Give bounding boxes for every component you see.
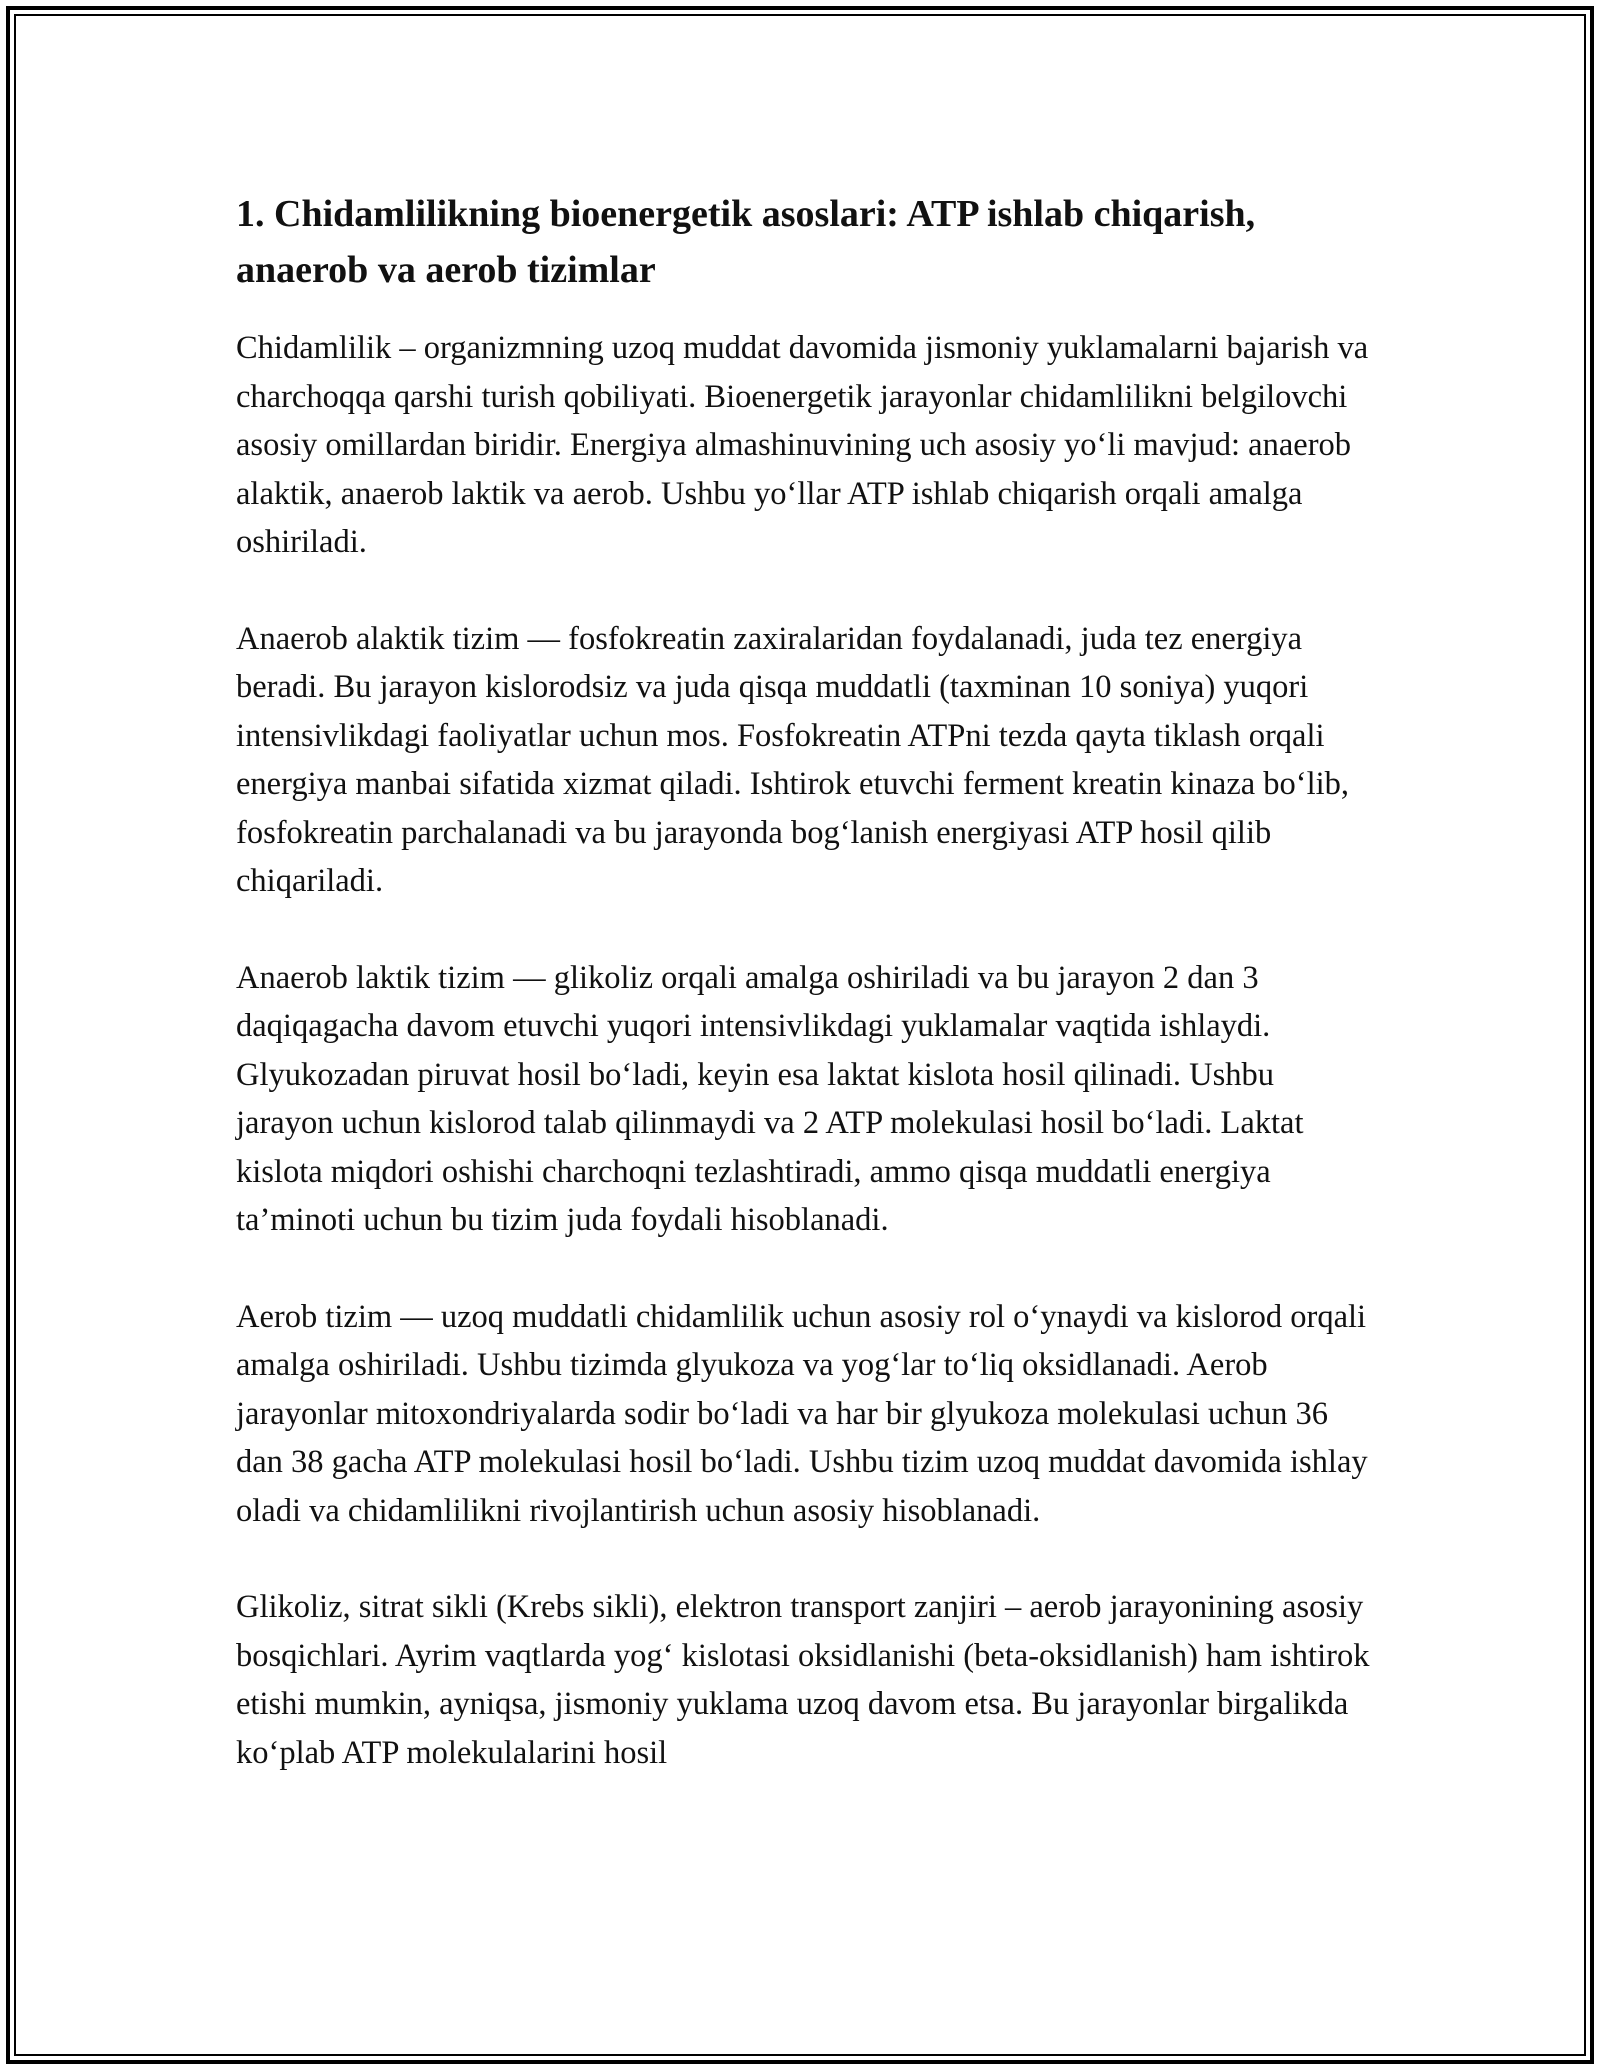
paragraph-aerobic-stages: Glikoliz, sitrat sikli (Krebs sikli), elektron transport zanjiri – aerob jarayonining asosiy bosqichlari. Ayrim vaqtlarda yog‘ kislotasi oksidlanishi (beta-oksidlanish) ham ishtirok etishi mumkin, ayniqsa, jismoniy yuklama uzoq davom etsa. Bu jarayonlar birgalikda ko‘plab ATP molekulalarini hosil <box>236 1589 1370 1771</box>
paragraph-anaerobic-lactic: Anaerob laktik tizim — glikoliz orqali amalga oshiriladi va bu jarayon 2 dan 3 daqiqagacha davom etuvchi yuqori intensivlikdagi yuklamalar vaqtida ishlaydi. Glyukozadan piruvat hosil bo‘ladi, keyin esa laktat kislota hosil qilinadi. Ushbu jarayon uchun kislorod talab qilinmaydi va 2 ATP molekulasi hosil bo‘ladi. Laktat kislota miqdori oshishi charchoqni tezlashtiradi, ammo qisqa muddatli energiya ta’minoti uchun bu tizim juda foydali hisoblanadi. <box>236 959 1304 1238</box>
paragraph-aerobic: Aerob tizim — uzoq muddatli chidamlilik uchun asosiy rol o‘ynaydi va kislorod orqali amalga oshiriladi. Ushbu tizimda glyukoza va yog‘lar to‘liq oksidlanadi. Aerob jarayonlar mitoxondriyalarda sodir bo‘ladi va har bir glyukoza molekulasi uchun 36 dan 38 gacha ATP molekulasi hosil bo‘ladi. Ushbu tizim uzoq muddat davomida ishlay oladi va chidamlilikni rivojlantirish uchun asosiy hisoblanadi. <box>236 1298 1368 1529</box>
section-heading: 1. Chidamlilikning bioenergetik asoslari: ATP ishlab chiqarish, anaerob va aerob tizimlar <box>236 193 1256 291</box>
paragraph-anaerobic-alactic: Anaerob alaktik tizim — fosfokreatin zaxiralaridan foydalanadi, juda tez energiya beradi. Bu jarayon kislorodsiz va juda qisqa muddatli (taxminan 10 soniya) yuqori intensivlikdagi faoliyatlar uchun mos. Fosfokreatin ATPni tezda qayta tiklash orqali energiya manbai sifatida xizmat qiladi. Ishtirok etuvchi ferment kreatin kinaza bo‘lib, fosfokreatin parchalanadi va bu jarayonda bog‘lanish energiyasi ATP hosil qilib chiqariladi. <box>236 620 1350 899</box>
document-body <box>236 186 1376 1825</box>
paragraph-intro: Chidamlilik – organizmning uzoq muddat davomida jismoniy yuklamalarni bajarish va charchoqqa qarshi turish qobiliyati. Bioenergetik jarayonlar chidamlilikni belgilovchi asosiy omillardan biridir. Energiya almashinuvining uch asosiy yo‘li mavjud: anaerob alaktik, anaerob laktik va aerob. Ushbu yo‘llar ATP ishlab chiqarish orqali amalga oshiriladi. <box>236 330 1369 560</box>
